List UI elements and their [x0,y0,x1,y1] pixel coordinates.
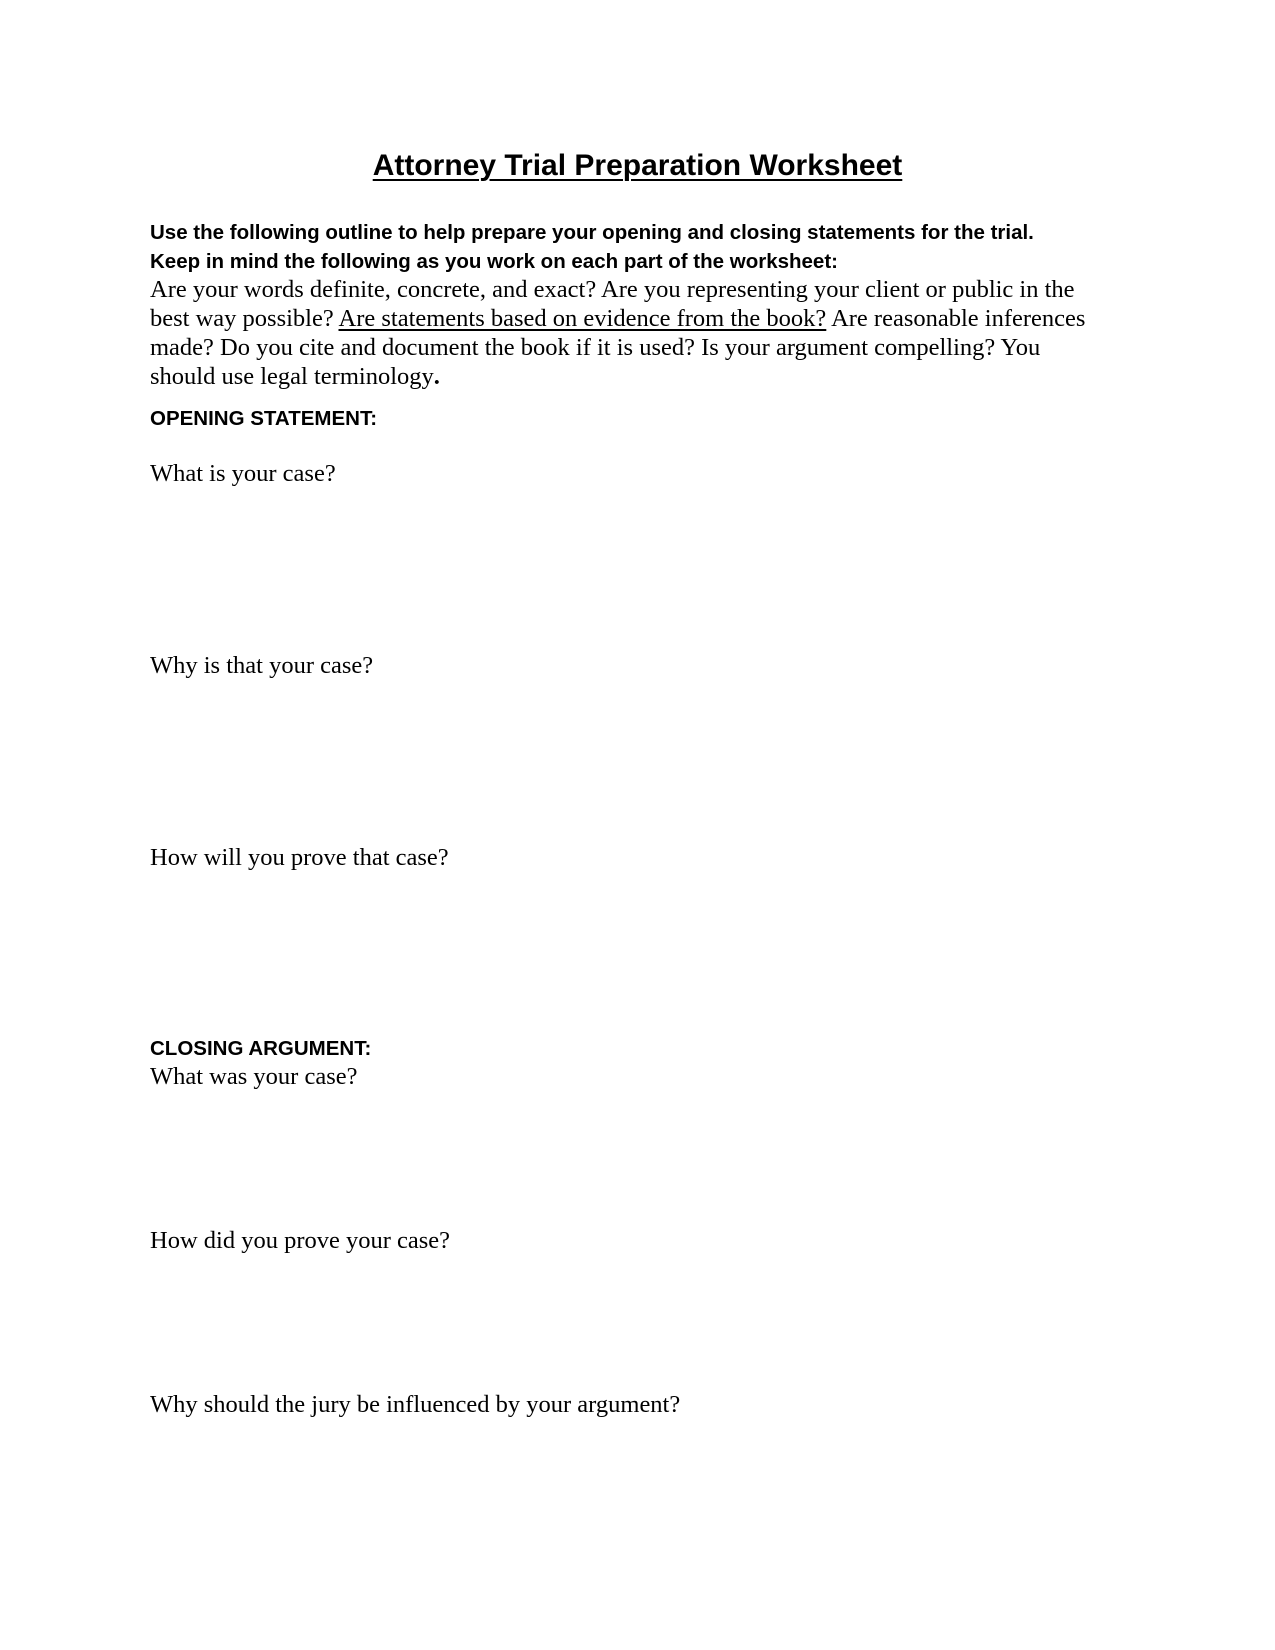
instructions-line-1: Use the following outline to help prepare your opening and closing statements for the trial. [150,221,1034,244]
question-how-will-you-prove: How will you prove that case? [150,844,449,871]
closing-argument-heading: CLOSING ARGUMENT: [150,1037,372,1060]
opening-statement-heading: OPENING STATEMENT: [150,407,378,430]
question-why-should-jury-be-influenced: Why should the jury be influenced by your argument? [150,1391,681,1418]
guidance-underlined-text: Are statements based on evidence from the book? [338,305,827,332]
question-what-is-your-case: What is your case? [150,460,336,487]
instructions [150,218,1110,276]
page-title: Attorney Trial Preparation Worksheet [372,149,903,182]
guidance-paragraph [150,275,1110,391]
guidance-text-1: Are your words definite, concrete, and exact? Are you representing your client or public in the best way possible? [150,276,1075,332]
guidance-period: . [433,363,440,390]
question-why-is-that-your-case: Why is that your case? [150,652,374,679]
question-how-did-you-prove: How did you prove your case? [150,1227,451,1254]
instructions-line-2: Keep in mind the following as you work on each part of the worksheet: [150,250,838,273]
question-what-was-your-case: What was your case? [150,1063,358,1090]
guidance-text-2: Are reasonable inferences made? Do you cite and document the book if it is used? Is your argument compelling? You should use legal terminology [150,305,1086,390]
